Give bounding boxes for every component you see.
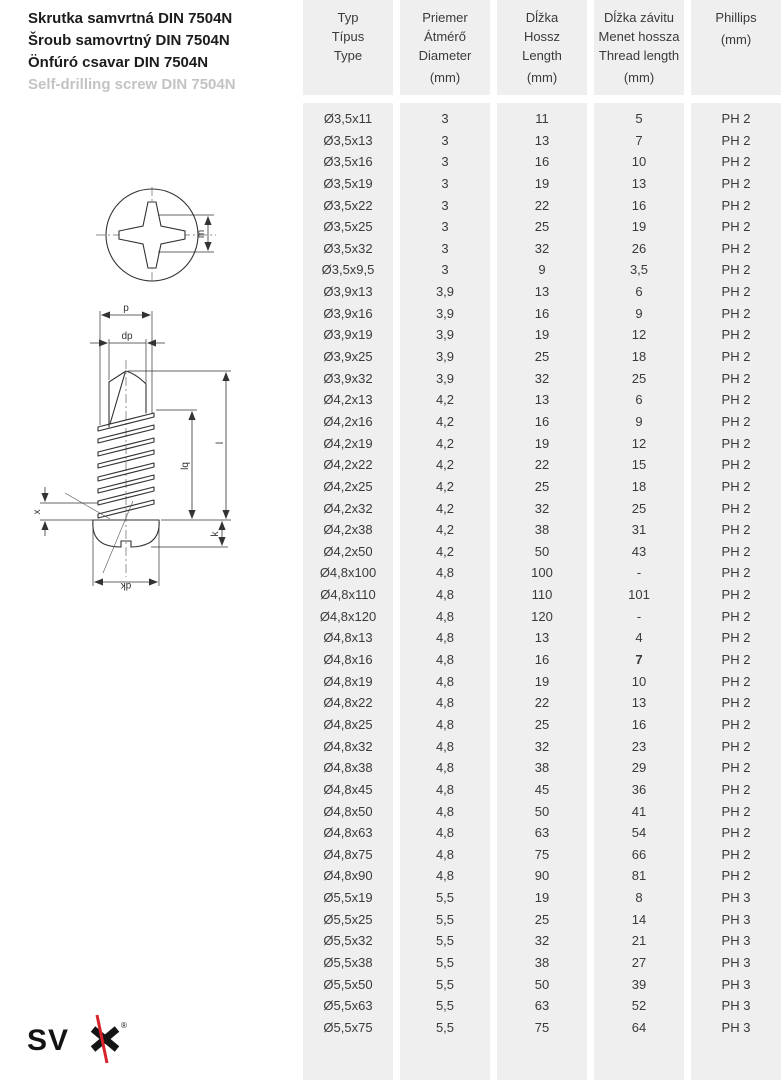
table-cell: Ø4,8x75 xyxy=(323,846,373,862)
table-cell: 15 xyxy=(631,457,647,473)
table-cell: 18 xyxy=(631,349,647,365)
table-cell: 19 xyxy=(631,219,647,235)
table-cell: 13 xyxy=(534,630,550,646)
table-cell: Ø4,2x50 xyxy=(323,543,373,559)
table-cell: 19 xyxy=(534,327,550,343)
table-column-thread-length xyxy=(594,0,684,1080)
table-cell: 4 xyxy=(635,630,643,646)
table-cell: Ø4,2x25 xyxy=(323,478,373,494)
table-cell: 3,9 xyxy=(435,349,455,365)
table-cell: 32 xyxy=(534,738,550,754)
table-cell: 27 xyxy=(631,954,647,970)
header-line: Thread length xyxy=(598,48,680,63)
header-line: Dĺžka závitu xyxy=(603,10,675,25)
table-cell: Ø3,5x13 xyxy=(323,132,373,148)
table-cell: 4,2 xyxy=(435,543,455,559)
table-cell: PH 3 xyxy=(721,911,751,927)
dim-label-dk: dk xyxy=(120,580,132,591)
table-cell: 19 xyxy=(534,890,550,906)
dim-label-x: x xyxy=(32,509,43,515)
table-cell: 3,9 xyxy=(435,284,455,300)
table-cell: PH 2 xyxy=(721,305,751,321)
table-cell: 19 xyxy=(534,175,550,191)
table-cell: Ø3,5x11 xyxy=(323,111,373,126)
table-cell: 32 xyxy=(534,370,550,386)
table-cell: 4,8 xyxy=(435,781,455,797)
table-cell: Ø3,5x25 xyxy=(323,219,373,235)
column-cells-length xyxy=(497,103,587,1080)
table-cell: 14 xyxy=(631,911,647,927)
table-cell: 6 xyxy=(635,392,643,408)
header-line: Diameter xyxy=(418,48,472,63)
table-cell: 12 xyxy=(631,435,647,451)
table-cell: 25 xyxy=(631,370,647,386)
table-cell: PH 2 xyxy=(721,522,751,538)
table-cell: PH 3 xyxy=(721,933,751,949)
table-cell: 120 xyxy=(531,608,553,624)
table-cell: 19 xyxy=(534,435,550,451)
table-cell: Ø4,8x38 xyxy=(323,760,373,776)
table-cell: 9 xyxy=(635,305,643,321)
table-cell: Ø3,5x16 xyxy=(323,154,373,170)
screw-side-view xyxy=(32,303,231,591)
svx-logo xyxy=(26,1014,166,1072)
head-top-view xyxy=(96,187,216,283)
table-cell: Ø4,2x38 xyxy=(323,522,373,538)
header-line: Dĺžka xyxy=(525,10,559,25)
table-cell: PH 2 xyxy=(721,846,751,862)
table-cell: 11 xyxy=(535,111,549,126)
table-cell: 19 xyxy=(534,673,550,689)
table-cell: 18 xyxy=(631,478,647,494)
screw-technical-drawing xyxy=(30,185,245,600)
table-cell: PH 2 xyxy=(721,543,751,559)
table-cell: 4,8 xyxy=(435,608,455,624)
table-cell: PH 2 xyxy=(721,284,751,300)
table-column-type xyxy=(303,0,393,1080)
table-cell: 4,2 xyxy=(435,500,455,516)
table-cell: Ø4,8x16 xyxy=(323,652,373,668)
column-cells-phillips xyxy=(691,103,781,1080)
table-cell: 45 xyxy=(534,781,550,797)
table-cell: 3 xyxy=(441,240,449,256)
table-cell: 75 xyxy=(534,846,550,862)
table-cell: 3,9 xyxy=(435,327,455,343)
table-cell: 4,8 xyxy=(435,565,455,581)
logo-letter-x xyxy=(93,1029,117,1049)
table-cell: 3,5 xyxy=(629,262,649,278)
table-cell: Ø4,8x19 xyxy=(323,673,373,689)
table-cell: PH 2 xyxy=(721,630,751,646)
table-cell: 13 xyxy=(534,284,550,300)
table-cell: - xyxy=(636,565,642,581)
header-line: Length xyxy=(522,48,562,63)
table-cell: Ø5,5x32 xyxy=(323,933,373,949)
column-cells-thread-length xyxy=(594,103,684,1080)
table-cell: 16 xyxy=(534,305,550,321)
table-cell: 9 xyxy=(635,413,643,429)
table-cell: 21 xyxy=(631,933,647,949)
table-cell: 26 xyxy=(631,240,647,256)
table-cell: 3 xyxy=(441,154,449,170)
table-cell: Ø4,8x90 xyxy=(323,868,373,884)
dim-label-k: k xyxy=(210,531,221,537)
title-hu: Önfúró csavar DIN 7504N xyxy=(28,54,209,71)
table-cell: 38 xyxy=(534,954,550,970)
column-header-length xyxy=(497,0,587,95)
table-cell: 75 xyxy=(534,1019,550,1035)
table-cell: 13 xyxy=(631,695,647,711)
table-cell: 39 xyxy=(631,976,647,992)
dim-label-lq: lq xyxy=(180,462,191,470)
table-cell: 31 xyxy=(631,522,647,538)
logo-letters-sv: SV xyxy=(27,1024,70,1057)
table-cell: 8 xyxy=(635,890,643,906)
table-cell: PH 3 xyxy=(721,998,751,1014)
table-cell: Ø4,8x110 xyxy=(320,587,376,603)
table-cell: 4,8 xyxy=(435,587,455,603)
table-column-phillips xyxy=(691,0,781,1080)
table-cell: PH 2 xyxy=(721,435,751,451)
table-cell: 23 xyxy=(631,738,647,754)
table-cell: 81 xyxy=(631,868,647,884)
table-cell: PH 2 xyxy=(721,392,751,408)
table-cell: 7 xyxy=(635,652,643,668)
header-line: Type xyxy=(333,48,363,63)
table-cell: PH 3 xyxy=(721,976,751,992)
table-cell: 3,9 xyxy=(435,305,455,321)
spec-table xyxy=(303,0,781,1080)
table-cell: 16 xyxy=(534,154,550,170)
header-unit: (mm) xyxy=(623,70,655,85)
header-line: Typ xyxy=(337,10,359,25)
table-cell: 4,8 xyxy=(435,652,455,668)
table-cell: Ø4,8x63 xyxy=(323,825,373,841)
table-cell: 4,8 xyxy=(435,695,455,711)
table-cell: 4,8 xyxy=(435,868,455,884)
table-cell: Ø5,5x19 xyxy=(323,890,373,906)
table-cell: 4,8 xyxy=(435,716,455,732)
table-cell: Ø4,8x45 xyxy=(323,781,373,797)
table-cell: 25 xyxy=(534,911,550,927)
table-cell: 4,8 xyxy=(435,846,455,862)
table-cell: PH 2 xyxy=(721,695,751,711)
table-cell: 36 xyxy=(631,781,647,797)
table-cell: 29 xyxy=(631,760,647,776)
table-cell: Ø4,2x16 xyxy=(323,413,373,429)
table-cell: 3 xyxy=(441,175,449,191)
table-cell: Ø4,8x120 xyxy=(319,608,377,624)
table-cell: 7 xyxy=(635,132,643,148)
table-column-length xyxy=(497,0,587,1080)
header-line: Hossz xyxy=(523,29,561,44)
column-cells-diameter xyxy=(400,103,490,1080)
table-cell: 16 xyxy=(631,716,647,732)
table-cell: 25 xyxy=(534,219,550,235)
table-cell: Ø3,9x13 xyxy=(323,284,373,300)
table-cell: PH 2 xyxy=(721,132,751,148)
header-line: Típus xyxy=(331,29,365,44)
table-cell: 63 xyxy=(534,825,550,841)
table-cell: Ø4,8x13 xyxy=(323,630,373,646)
table-cell: 5,5 xyxy=(435,890,455,906)
table-cell: Ø3,5x32 xyxy=(323,240,373,256)
header-line: Átmérő xyxy=(424,29,466,44)
table-cell: PH 2 xyxy=(721,565,751,581)
table-cell: 4,2 xyxy=(435,413,455,429)
table-cell: PH 2 xyxy=(721,349,751,365)
table-cell: PH 2 xyxy=(721,240,751,256)
table-cell: Ø3,9x25 xyxy=(323,349,373,365)
table-cell: 6 xyxy=(635,284,643,300)
table-cell: 101 xyxy=(628,587,650,603)
table-cell: 22 xyxy=(534,695,550,711)
table-cell: Ø3,9x16 xyxy=(323,305,373,321)
leader-line-thread-end xyxy=(65,493,110,519)
table-cell: 13 xyxy=(534,392,550,408)
table-cell: 50 xyxy=(534,803,550,819)
table-cell: 4,8 xyxy=(435,673,455,689)
dim-label-p: p xyxy=(123,303,129,314)
table-cell: Ø5,5x38 xyxy=(323,954,373,970)
table-cell: 3 xyxy=(441,111,449,126)
table-cell: PH 2 xyxy=(721,716,751,732)
column-header-phillips xyxy=(691,0,781,95)
table-cell: PH 2 xyxy=(721,175,751,191)
table-cell: 3 xyxy=(441,219,449,235)
table-cell: 25 xyxy=(534,349,550,365)
table-cell: Ø4,2x32 xyxy=(323,500,373,516)
drill-point xyxy=(109,371,146,427)
table-cell: PH 2 xyxy=(721,652,751,668)
table-cell: Ø5,5x50 xyxy=(323,976,373,992)
table-cell: 4,2 xyxy=(435,522,455,538)
table-cell: PH 2 xyxy=(721,781,751,797)
header-line: Menet hossza xyxy=(598,29,680,44)
table-cell: 5,5 xyxy=(435,954,455,970)
table-cell: 38 xyxy=(534,522,550,538)
table-cell: PH 2 xyxy=(721,219,751,235)
table-cell: PH 2 xyxy=(721,825,751,841)
table-cell: 22 xyxy=(534,197,550,213)
column-header-type xyxy=(303,0,393,95)
table-cell: 10 xyxy=(631,673,647,689)
header-unit: (mm) xyxy=(720,32,752,47)
dim-label-l: l xyxy=(215,441,226,445)
phillips-cross-recess xyxy=(119,202,185,268)
table-cell: 54 xyxy=(631,825,647,841)
table-cell: 43 xyxy=(631,543,647,559)
table-cell: 13 xyxy=(534,132,550,148)
table-cell: - xyxy=(636,608,642,624)
table-cell: Ø3,9x32 xyxy=(323,370,373,386)
header-unit: (mm) xyxy=(526,70,558,85)
table-cell: 5 xyxy=(635,111,643,126)
table-cell: 16 xyxy=(534,413,550,429)
table-cell: PH 2 xyxy=(721,803,751,819)
table-cell: Ø3,9x19 xyxy=(323,327,373,343)
table-cell: PH 3 xyxy=(721,954,751,970)
table-cell: 4,2 xyxy=(435,457,455,473)
table-cell: 100 xyxy=(531,565,553,581)
table-cell: PH 3 xyxy=(721,890,751,906)
table-cell: PH 2 xyxy=(721,500,751,516)
dim-label-dp: dp xyxy=(121,331,133,342)
table-cell: 4,8 xyxy=(435,738,455,754)
table-cell: 4,8 xyxy=(435,825,455,841)
table-cell: 13 xyxy=(631,175,647,191)
header-unit: (mm) xyxy=(429,70,461,85)
column-cells-type xyxy=(303,103,393,1080)
table-cell: 5,5 xyxy=(435,998,455,1014)
table-cell: 110 xyxy=(531,587,553,603)
table-cell: Ø4,8x32 xyxy=(323,738,373,754)
table-cell: 50 xyxy=(534,543,550,559)
table-cell: PH 2 xyxy=(721,478,751,494)
table-cell: Ø4,2x22 xyxy=(323,457,373,473)
table-cell: Ø5,5x63 xyxy=(323,998,373,1014)
table-cell: PH 2 xyxy=(721,327,751,343)
table-cell: 16 xyxy=(631,197,647,213)
table-cell: Ø3,5x22 xyxy=(323,197,373,213)
table-cell: Ø5,5x25 xyxy=(323,911,373,927)
table-cell: Ø3,5x9,5 xyxy=(321,262,375,278)
table-cell: PH 2 xyxy=(721,370,751,386)
table-cell: 3 xyxy=(441,197,449,213)
table-cell: PH 2 xyxy=(721,111,751,126)
table-cell: 32 xyxy=(534,500,550,516)
table-cell: 52 xyxy=(631,998,647,1014)
title-block xyxy=(28,8,236,96)
table-cell: Ø4,2x13 xyxy=(323,392,373,408)
table-cell: 10 xyxy=(631,154,647,170)
table-cell: Ø3,5x19 xyxy=(323,175,373,191)
table-cell: PH 2 xyxy=(721,608,751,624)
title-cz: Šroub samovrtný DIN 7504N xyxy=(28,32,230,49)
table-cell: PH 2 xyxy=(721,197,751,213)
table-cell: Ø4,2x19 xyxy=(323,435,373,451)
table-cell: PH 2 xyxy=(721,673,751,689)
table-cell: 63 xyxy=(534,998,550,1014)
table-cell: 64 xyxy=(631,1019,647,1035)
table-cell: Ø4,8x50 xyxy=(323,803,373,819)
table-cell: PH 2 xyxy=(721,868,751,884)
table-cell: 32 xyxy=(534,240,550,256)
column-header-diameter xyxy=(400,0,490,95)
column-header-thread-length xyxy=(594,0,684,95)
table-cell: 16 xyxy=(534,652,550,668)
table-cell: 41 xyxy=(631,803,647,819)
table-cell: 4,2 xyxy=(435,435,455,451)
table-cell: Ø4,8x100 xyxy=(319,565,377,581)
table-cell: 22 xyxy=(534,457,550,473)
table-cell: 9 xyxy=(538,262,546,278)
table-cell: PH 2 xyxy=(721,738,751,754)
table-cell: 5,5 xyxy=(435,933,455,949)
dim-label-m: m xyxy=(196,229,207,239)
table-cell: 4,8 xyxy=(435,630,455,646)
table-cell: 5,5 xyxy=(435,976,455,992)
table-cell: 4,2 xyxy=(435,392,455,408)
table-cell: Ø4,8x22 xyxy=(323,695,373,711)
table-cell: 50 xyxy=(534,976,550,992)
table-cell: PH 2 xyxy=(721,457,751,473)
table-cell: 3 xyxy=(441,262,449,278)
table-cell: PH 2 xyxy=(721,262,751,278)
table-cell: 25 xyxy=(534,716,550,732)
table-cell: Ø4,8x25 xyxy=(323,716,373,732)
table-cell: PH 2 xyxy=(721,587,751,603)
table-cell: 32 xyxy=(534,933,550,949)
logo-registered-mark: ® xyxy=(121,1021,127,1030)
table-cell: 4,8 xyxy=(435,760,455,776)
table-cell: 38 xyxy=(534,760,550,776)
table-cell: 12 xyxy=(631,327,647,343)
title-en: Self-drilling screw DIN 7504N xyxy=(28,76,236,93)
table-cell: 3 xyxy=(441,132,449,148)
table-cell: 66 xyxy=(631,846,647,862)
title-sk: Skrutka samvrtná DIN 7504N xyxy=(28,10,233,27)
table-cell: 25 xyxy=(631,500,647,516)
table-cell: PH 2 xyxy=(721,413,751,429)
table-cell: 5,5 xyxy=(435,1019,455,1035)
table-cell: 25 xyxy=(534,478,550,494)
table-cell: 3,9 xyxy=(435,370,455,386)
table-column-diameter xyxy=(400,0,490,1080)
table-cell: Ø5,5x75 xyxy=(323,1019,373,1035)
table-cell: 90 xyxy=(534,868,550,884)
table-cell: PH 2 xyxy=(721,760,751,776)
table-cell: PH 3 xyxy=(721,1019,751,1035)
table-cell: PH 2 xyxy=(721,154,751,170)
table-cell: 4,2 xyxy=(435,478,455,494)
header-line: Priemer xyxy=(422,10,468,25)
header-line: Phillips xyxy=(715,10,757,25)
table-cell: 4,8 xyxy=(435,803,455,819)
table-cell: 5,5 xyxy=(435,911,455,927)
